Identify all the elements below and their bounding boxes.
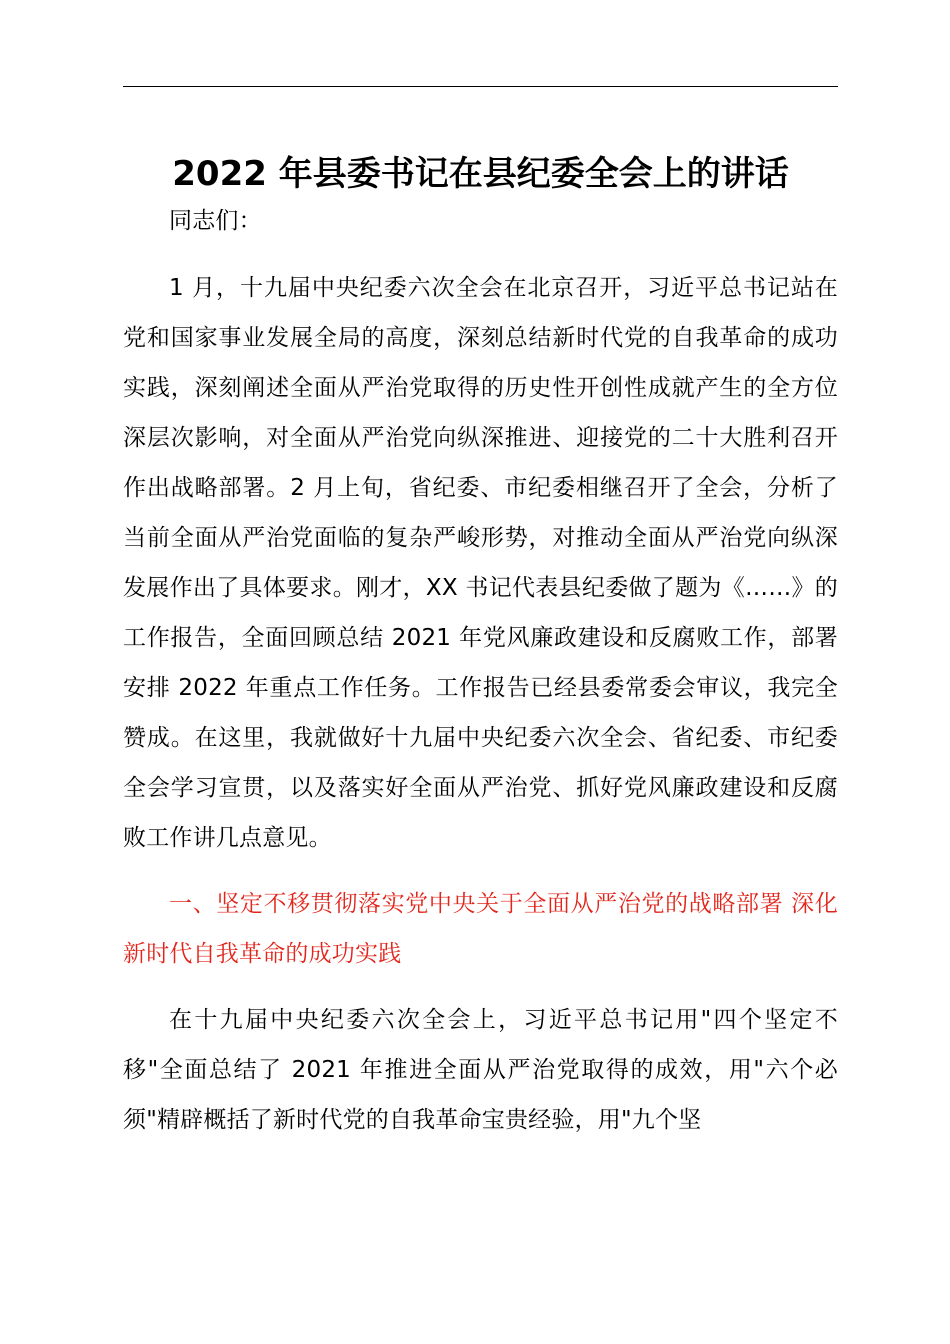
document-body [123,196,838,1161]
paragraph-section-1: 在十九届中央纪委六次全会上，习近平总书记用"四个坚定不移"全面总结了 2021 年推进全面从严治党取得的成效，用"六个必须"精辟概括了新时代党的自我革命宝贵经验，用"九个坚 [123,1007,838,1133]
greeting: 同志们： [169,208,262,234]
paragraph-intro: 1 月，十九届中央纪委六次全会在北京召开，习近平总书记站在党和国家事业发展全局的高度，深刻总结新时代党的自我革命的成功实践，深刻阐述全面从严治党取得的历史性开创性成就产生的全方位深层次影响，对全面从严治党向纵深推进、迎接党的二十大胜利召开作出战略部署。2 月上旬，省纪委、市纪委相继召开了全会，分析了当前全面从严治党面临的复杂严峻形势，对推动全面从严治党向纵深发展作出了具体要求。刚才，XX 书记代表县纪委做了题为《……》的工作报告，全面回顾总结 2021 年党风廉政建设和反腐败工作，部署安排 2022 年重点工作任务。工作报告已经县委常委会审议，我完全赞成。在这里，我就做好十九届中央纪委六次全会、省纪委、市纪委全会学习宣贯，以及落实好全面从严治党、抓好党风廉政建设和反腐败工作讲几点意见。 [123,275,838,851]
header-rule [123,86,838,87]
section-heading-1: 一、坚定不移贯彻落实党中央关于全面从严治党的战略部署 深化新时代自我革命的成功实践 [123,891,838,967]
document-title: 2022 年县委书记在县纪委全会上的讲话 [172,154,789,194]
